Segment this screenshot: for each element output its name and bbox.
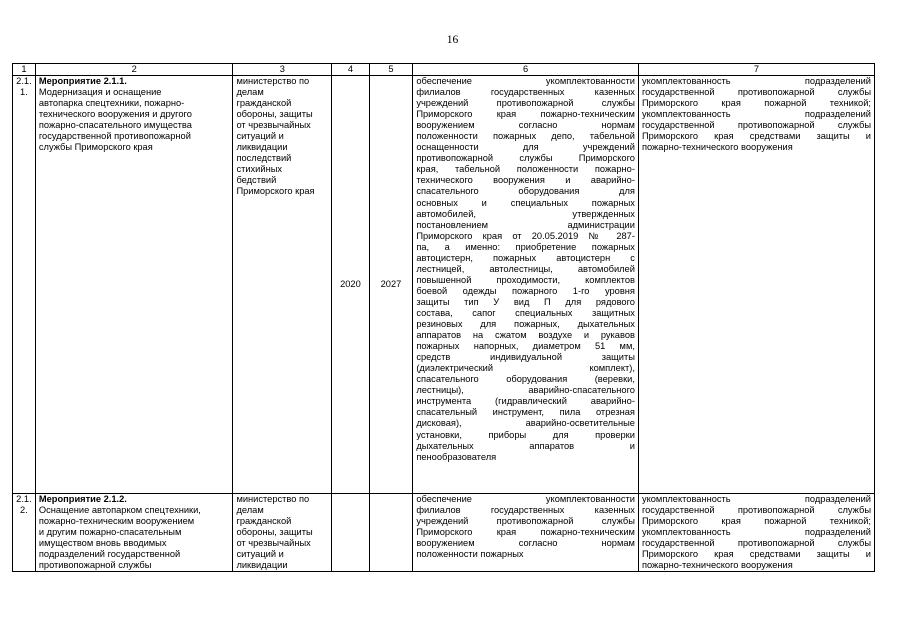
- text-line: противопожарной службы Приморского: [416, 153, 635, 164]
- row-number-cell: [13, 76, 36, 494]
- row-number-line: 2.1.: [16, 76, 32, 86]
- text-line: имуществом вновь вводимых: [38, 538, 167, 549]
- text-line: министерство по: [236, 494, 310, 504]
- text-line: Оснащение автопарком спецтехники,: [38, 505, 201, 516]
- text-line: повышенной проходимости, комплектов: [416, 274, 635, 285]
- text-line: установки, приборы для проверки: [416, 429, 635, 440]
- text-line: лестницей, автолестницы, автомобилей: [416, 263, 635, 274]
- activity-title: Мероприятие 2.1.2.: [38, 494, 127, 504]
- text-line: укомплектованность подразделений: [641, 109, 871, 120]
- text-line: положенности пожарных депо, табельной: [416, 131, 635, 142]
- text-line: положенности пожарных: [416, 549, 524, 560]
- text-line: делам: [236, 505, 264, 516]
- text-line: Приморского края от 20.05.2019 № 287-: [416, 230, 635, 241]
- text-line: ситуаций и: [236, 549, 284, 560]
- text-line: последствий: [236, 153, 292, 164]
- text-line: от чрезвычайных: [236, 538, 311, 549]
- text-line: резиновых для пожарных, дыхательных: [416, 319, 635, 330]
- start-year-cell: 2020: [332, 76, 369, 494]
- text-line: боевой одежды пожарного 1-го уровня: [416, 285, 635, 296]
- text-line: оснащенности для учреждений: [416, 142, 635, 153]
- text-line: государственной противопожарной службы: [641, 505, 871, 516]
- text-line: Приморского края средствами защиты и: [641, 131, 871, 142]
- text-line: края, табельной положенности пожарно-: [416, 164, 635, 175]
- row-number-line: 1.: [20, 87, 28, 98]
- text-line: обороны, защиты: [236, 109, 313, 120]
- text-line: и другим пожарно-спасательным: [38, 527, 182, 538]
- header-cell: 4: [332, 64, 369, 76]
- text-line: укомплектованность подразделений: [641, 494, 871, 504]
- text-line: Приморского края пожарно-техническим: [416, 527, 635, 538]
- start-year-cell: [332, 494, 369, 572]
- text-line: делам: [236, 87, 264, 98]
- text-line: учреждений противопожарной службы: [416, 516, 635, 527]
- activity-description: [39, 87, 230, 153]
- text-line: государственной противопожарной: [38, 131, 191, 142]
- text-line: государственной противопожарной службы: [641, 87, 871, 98]
- text-line: пожарно-технического вооружения: [641, 560, 793, 571]
- text-line: службы Приморского края: [38, 142, 153, 153]
- text-line: защиты тип У вид П для рядового: [416, 296, 635, 307]
- text-line: от чрезвычайных: [236, 120, 311, 131]
- text-line: аппаратов на сжатом воздухе и рукавов: [416, 330, 635, 341]
- text-line: пожарно-спасательного имущества: [38, 120, 192, 131]
- text-line: учреждений противопожарной службы: [416, 98, 635, 109]
- text-line: гражданской: [236, 516, 292, 527]
- text-line: инструмента (гидравлический аварийно-: [416, 396, 635, 407]
- text-line: технического вооружения и другого: [38, 109, 192, 120]
- text-line: состава, сапог специальных защитных: [416, 307, 635, 318]
- text-line: гражданской: [236, 98, 292, 109]
- table-row: [13, 76, 875, 494]
- text-line: дыхательных аппаратов и: [416, 440, 635, 451]
- text-line: автомобилей, утвержденных: [416, 208, 635, 219]
- header-row: [13, 64, 875, 76]
- header-cell: 6: [413, 64, 639, 76]
- text-line: основных и специальных пожарных: [416, 197, 635, 208]
- result-cell: [413, 76, 639, 494]
- text-line: министерство по: [236, 76, 310, 86]
- text-line: обороны, защиты: [236, 527, 313, 538]
- text-line: государственной противопожарной службы: [641, 538, 871, 549]
- header-cell: 1: [13, 64, 36, 76]
- indicator-cell: [638, 494, 874, 572]
- table-row: [13, 494, 875, 572]
- activity-title: Мероприятие 2.1.1.: [38, 76, 127, 86]
- text-line: (диэлектрический комплект),: [416, 363, 635, 374]
- row-number-line: 2.1.: [16, 494, 32, 504]
- activity-cell: [35, 76, 233, 494]
- header-cell: 7: [638, 64, 874, 76]
- text-line: Модернизация и оснащение: [38, 87, 162, 98]
- end-year-cell: 2027: [369, 76, 413, 494]
- text-line: ликвидации: [236, 142, 288, 153]
- text-line: Приморского края средствами защиты и: [641, 549, 871, 560]
- text-line: филиалов государственных казенных: [416, 87, 635, 98]
- text-line: Приморского края: [236, 186, 315, 197]
- text-line: спасательного оборудования для: [416, 186, 635, 197]
- text-line: технического вооружения и аварийно-: [416, 175, 635, 186]
- text-line: пожарных напорных, диаметром 51 мм,: [416, 341, 635, 352]
- text-line: дисковая), аварийно-осветительные: [416, 418, 635, 429]
- text-line: укомплектованность подразделений: [641, 527, 871, 538]
- text-line: противопожарной службы: [38, 560, 152, 571]
- text-line: автоцистерн, пожарных автоцистерн с: [416, 252, 635, 263]
- row-number-line: 2.: [20, 505, 28, 516]
- indicator-cell: [638, 76, 874, 494]
- text-line: автопарка спецтехники, пожарно-: [38, 98, 185, 109]
- text-line: Приморского края пожарно-техническим: [416, 109, 635, 120]
- text-line: спасательный инструмент, пила отрезная: [416, 407, 635, 418]
- activity-description: [39, 505, 230, 571]
- text-line: Приморского края пожарной техникой;: [641, 98, 871, 109]
- text-line: спасательного оборудования (веревки,: [416, 374, 635, 385]
- program-table: [12, 63, 875, 572]
- text-line: па, а именно: приобретение пожарных: [416, 241, 635, 252]
- text-line: стихийных: [236, 164, 283, 175]
- executor-cell: [233, 76, 332, 494]
- row-number-cell: [13, 494, 36, 572]
- text-line: пожарно-технического вооружения: [641, 142, 793, 153]
- text-line: постановлением администрации: [416, 219, 635, 230]
- text-line: вооружением согласно нормам: [416, 120, 635, 131]
- text-line: пенообразователя: [416, 451, 497, 462]
- text-line: укомплектованность подразделений: [641, 76, 871, 86]
- text-line: ситуаций и: [236, 131, 284, 142]
- text-line: лестницы), аварийно-спасательного: [416, 385, 635, 396]
- activity-cell: [35, 494, 233, 572]
- text-line: Приморского края пожарной техникой;: [641, 516, 871, 527]
- text-line: бедствий: [236, 175, 277, 186]
- text-line: обеспечение укомплектованности: [416, 494, 635, 504]
- text-line: подразделений государственной: [38, 549, 181, 560]
- text-line: вооружением согласно нормам: [416, 538, 635, 549]
- result-cell: [413, 494, 639, 572]
- text-line: пожарно-техническим вооружением: [38, 516, 195, 527]
- text-line: средств индивидуальной защиты: [416, 352, 635, 363]
- text-line: обеспечение укомплектованности: [416, 76, 635, 86]
- text-line: филиалов государственных казенных: [416, 505, 635, 516]
- text-line: государственной противопожарной службы: [641, 120, 871, 131]
- header-cell: 2: [35, 64, 233, 76]
- page-number: 16: [446, 34, 459, 46]
- end-year-cell: [369, 494, 413, 572]
- header-cell: 3: [233, 64, 332, 76]
- header-cell: 5: [369, 64, 413, 76]
- executor-cell: [233, 494, 332, 572]
- text-line: ликвидации: [236, 560, 288, 571]
